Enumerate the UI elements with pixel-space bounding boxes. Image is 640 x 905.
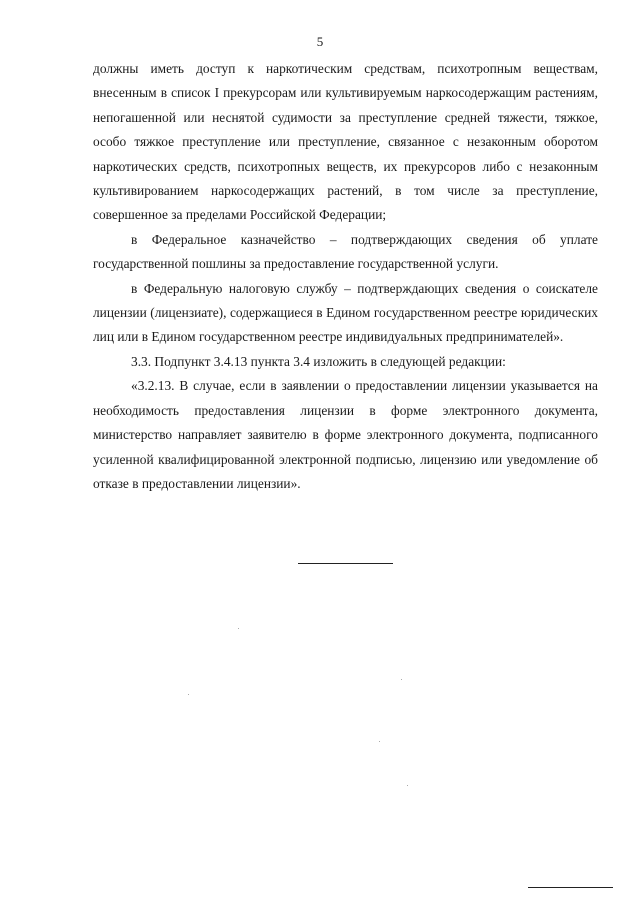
end-of-text-rule	[298, 563, 393, 564]
paragraph-continuation: должны иметь доступ к наркотическим средствам, психотропным веществам, внесенным в список I прекурсорам или культивируемым наркосодержащим растениям, непогашенной или неснятой судимости за преступление средней тяжести, тяжкое, особо тяжкое преступление или преступление, связанное с незаконным оборотом наркотических средств, психотропных веществ, их прекурсоров либо с незаконным культивированием наркосодержащих растений, в том числе за преступление, совершенное за пределами Российской Федерации;	[93, 61, 598, 223]
scan-speck	[238, 628, 239, 629]
paragraph-tax-service: в Федеральную налоговую службу – подтверждающих сведения о соискателе лицензии (лицензиате), содержащиеся в Едином государственном реестре юридических лиц или в Едином государственном реестре индивидуальных предпринимателей».	[93, 280, 598, 345]
paragraph-treasury: в Федеральное казначейство – подтверждающих сведения об уплате государственной пошлины за предоставление государственной услуги.	[93, 231, 598, 272]
paragraph-3-2-13: «3.2.13. В случае, если в заявлении о предоставлении лицензии указывается на необходимость предоставления лицензии в форме электронного документа, министерство направляет заявителю в форме электронного документа, подписанного усиленной квалифицированной электронной подписью, лицензию или уведомление об отказе в предоставлении лицензии».	[93, 378, 598, 491]
scan-speck	[401, 679, 402, 680]
scan-speck	[407, 785, 408, 786]
paragraph-amendment-3-3: 3.3. Подпункт 3.4.13 пункта 3.4 изложить в следующей редакции:	[131, 353, 506, 369]
scan-speck	[188, 694, 189, 695]
document-body	[93, 57, 598, 496]
scan-speck	[379, 741, 380, 742]
page-number: 5	[316, 34, 324, 49]
footer-rule	[528, 887, 613, 888]
